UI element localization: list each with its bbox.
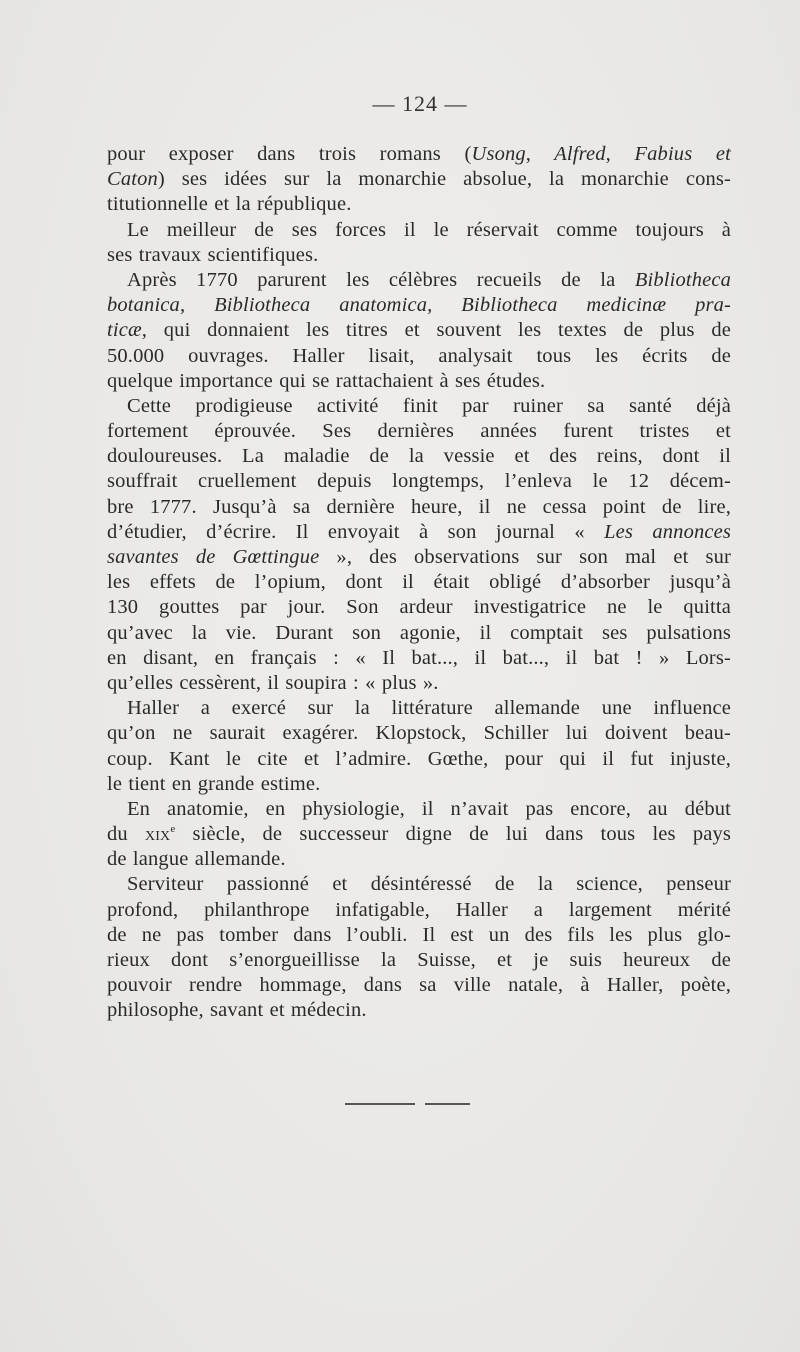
text-run: qu’elles cessèrent, il soupira : « plus ». [107,671,439,694]
text-run: Serviteur passionné et désintéressé de la science, penseur [127,873,731,896]
text-line [107,872,731,897]
text-line [107,998,731,1023]
text-line [107,973,731,998]
text-run: pouvoir rendre hommage, dans sa ville natale, à Haller, poète, [107,974,731,997]
text-line [107,923,731,948]
text-run: du [107,823,145,846]
body-text [107,142,731,1024]
text-run: e [170,823,176,836]
text-line [107,721,731,746]
text-line [107,218,731,243]
text-run: de ne pas tomber dans l’oubli. Il est un des fils les plus glo- [107,923,731,946]
text-line [107,948,731,973]
text-run: pour exposer dans trois romans ( [107,143,472,165]
text-line [107,570,731,595]
text-line [107,747,731,772]
text-run: ) ses idées sur la monarchie absolue, la monarchie cons- [157,168,731,191]
text-line [107,797,731,822]
text-run: En anatomie, en physiologie, il n’avait pas encore, au début [127,797,731,820]
text-run: philosophe, savant et médecin. [107,999,367,1022]
text-run: rieux dont s’enorgueillisse la Suisse, et je suis heureux de [107,949,731,971]
text-run: fortement éprouvée. Ses dernières années furent tristes et [107,420,731,443]
end-separator-rule [345,1099,470,1109]
text-line [107,621,731,646]
text-run: d’étudier, d’écrire. Il envoyait à son journal « [107,520,605,543]
text-run: Cette prodigieuse activité finit par ruiner sa santé déjà [127,394,731,417]
text-run: ses travaux scientifiques. [107,243,319,266]
text-run: en disant, en français : « Il bat..., il bat..., il bat ! » Lors- [107,646,731,669]
text-line [107,898,731,923]
text-run: qui donnaient les titres et souvent les textes de plus de [147,319,731,342]
text-run: qu’avec la vie. Durant son agonie, il comptait ses pulsations [107,621,731,644]
text-line [107,394,731,419]
text-run: souffrait cruellement depuis longtemps, l’enleva le 12 décem- [107,470,731,493]
text-line [107,495,731,520]
page-number: — 124 — [372,91,468,116]
text-line [107,646,731,671]
text-run: les effets de l’opium, dont il était obligé d’absorber jusqu’à [107,571,731,594]
text-run: 130 gouttes par jour. Son ardeur investigatrice ne le quitta [107,596,731,619]
text-line [107,671,731,696]
text-line [107,167,731,192]
text-line [107,520,731,545]
text-line [107,444,731,469]
text-run: le tient en grande estime. [107,772,321,795]
italic-text: botanica, Bibliotheca anatomica, Bibliotheca medicinæ pra- [107,294,731,317]
text-line [107,545,731,570]
italic-text: savantes de Gœttingue [107,546,320,568]
text-run: xix [144,823,171,846]
text-run: bre 1777. Jusqu’à sa dernière heure, il ne cessa point de lire, [107,495,731,518]
text-run: Après 1770 parurent les célèbres recueils de la [127,268,635,291]
text-run: douloureuses. La maladie de la vessie et des reins, dont il [107,445,731,468]
text-run: qu’on ne saurait exagérer. Klopstock, Schiller lui doivent beau- [107,722,731,745]
text-line [107,772,731,797]
text-line [107,696,731,721]
text-line [107,822,731,847]
text-line [107,469,731,494]
italic-text: Bibliotheca [634,268,731,291]
text-run: quelque importance qui se rattachaient à ses études. [107,369,546,392]
text-run: profond, philanthrope infatigable, Haller a largement mérité [107,898,731,921]
text-run: de langue allemande. [107,848,286,871]
text-run: Le meilleur de ses forces il le réservait comme toujours à [127,218,731,241]
text-line [107,293,731,318]
text-run: », des observations sur son mal et sur [319,546,732,568]
italic-text: Usong, Alfred, Fabius et [471,143,732,165]
text-run: 50.000 ouvrages. Haller lisait, analysait tous les écrits de [107,344,731,367]
text-line [107,268,731,293]
text-line [107,344,731,369]
text-run: siècle, de successeur digne de lui dans tous les pays [175,823,732,846]
text-line [107,847,731,872]
text-run: titutionnelle et la république. [107,193,352,216]
text-line [107,192,731,217]
italic-text: ticæ, [107,319,148,342]
italic-text: Caton [107,168,158,191]
text-line [107,595,731,620]
text-line [107,318,731,343]
text-line [107,369,731,394]
text-run: coup. Kant le cite et l’admire. Gœthe, pour qui il fut injuste, [107,747,731,770]
text-line [107,419,731,444]
text-line [107,142,731,167]
text-line [107,243,731,268]
text-run: Haller a exercé sur la littérature allemande une influence [127,697,731,720]
italic-text: Les annonces [604,520,731,543]
